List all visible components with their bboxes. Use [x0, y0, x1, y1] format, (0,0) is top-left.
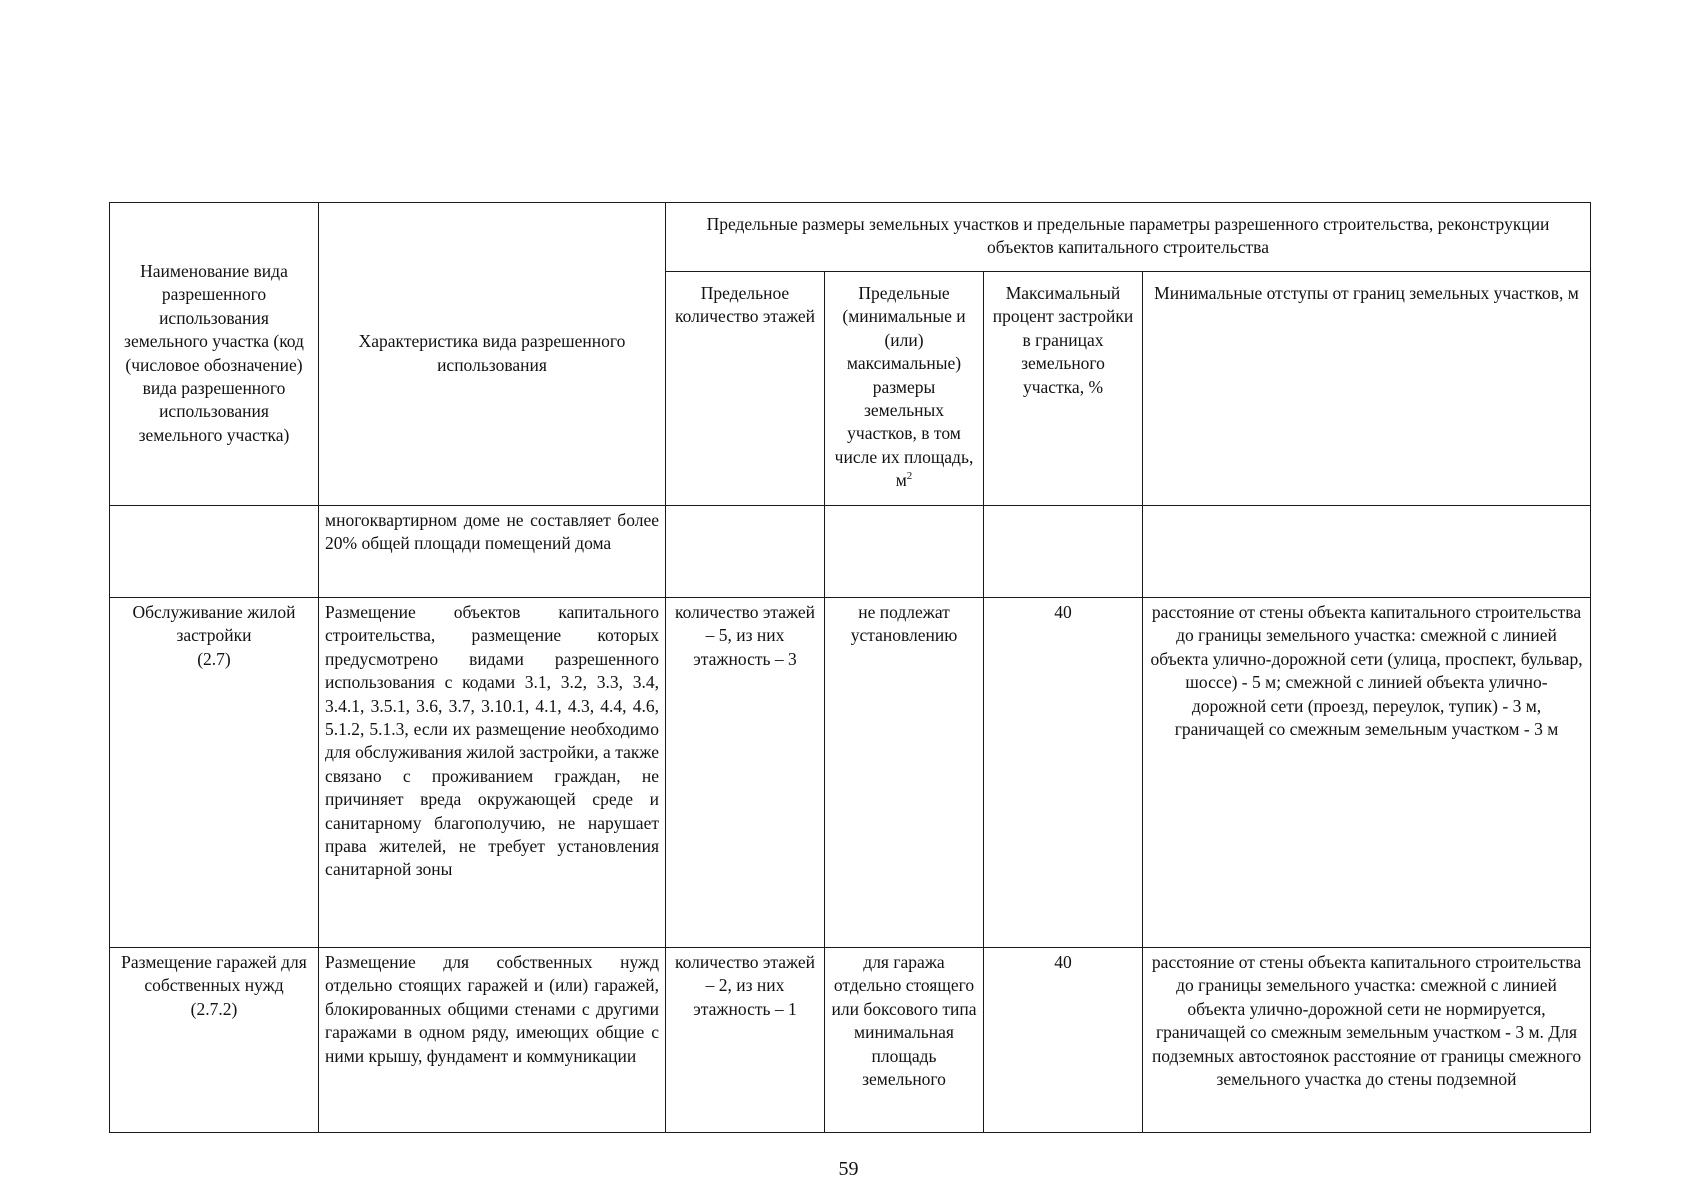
cell-build-percent: 40 [984, 598, 1143, 948]
cell-floors: количество этажей – 5, из них этажность – 3 [666, 598, 825, 948]
cell-characteristic: Размещение объектов капитального строительства, размещение которых предусмотрено видами разрешенного использования с кодами 3.1, 3.2, 3.3, 3.4, 3.4.1, 3.5.1, 3.6, 3.7, 3.10.1, 4.1, 4.3, 4.4, 4.6, 5.1.2, 5.1.3, если их размещение необходимо для обслуживания жилой застройки, а также связано с проживанием граждан, не причиняет вреда окружающей среде и санитарному благополучию, не нарушает права жителей, не требует установления санитарной зоны [319, 598, 666, 948]
cell-build-percent: 40 [984, 948, 1143, 1133]
header-limits-group: Предельные размеры земельных участков и предельные параметры разрешенного строительства, реконструкции объектов капитального строительства [666, 203, 1591, 272]
header-plot-size-text: Предельные (минимальные и (или) максимальные) размеры земельных участков, в том числе их площадь, м [834, 283, 974, 491]
cell-use-name [110, 598, 319, 948]
cell-plot-size: не подлежат установлению [825, 598, 984, 948]
header-plot-size-superscript: 2 [906, 470, 913, 483]
table-row [110, 506, 1591, 598]
table-row [110, 598, 1591, 948]
header-row-1 [110, 203, 1591, 272]
use-code: (2.7) [197, 648, 231, 669]
use-code: (2.7.2) [190, 998, 238, 1019]
cell-setbacks: расстояние от стены объекта капитального строительства до границы земельного участка: смежной с линией объекта улично-дорожной сети не нормируется, граничащей со смежным земельным участком - 3 м. Для подземных автостоянок расстояние от границы смежного земельного участка до стены подземной [1143, 948, 1591, 1133]
cell-use-name [110, 506, 319, 598]
cell-plot-size: для гаража отдельно стоящего или боксового типа минимальная площадь земельного [825, 948, 984, 1133]
page-number: 59 [838, 1158, 859, 1180]
use-name-text: Размещение гаражей для собственных нужд [121, 952, 307, 996]
cell-floors: количество этажей – 2, из них этажность – 1 [666, 948, 825, 1133]
table-row [110, 948, 1591, 1133]
header-setbacks: Минимальные отступы от границ земельных участков, м [1143, 272, 1591, 506]
cell-setbacks [1143, 506, 1591, 598]
cell-setbacks: расстояние от стены объекта капитального строительства до границы земельного участка: смежной с линией объекта улично-дорожной сети (улица, проспект, бульвар, шоссе) - 5 м; смежной с линией объекта улично-дорожной сети (проезд, переулок, тупик) - 3 м, граничащей со смежным земельным участком - 3 м [1143, 598, 1591, 948]
cell-characteristic: многоквартирном доме не составляет более 20% общей площади помещений дома [319, 506, 666, 598]
land-use-regulations-table [109, 202, 1591, 1133]
header-use-name: Наименование вида разрешенного использования земельного участка (код (числовое обозначение) вида разрешенного использования земельного участка) [110, 203, 319, 506]
cell-plot-size [825, 506, 984, 598]
header-characteristic: Характеристика вида разрешенного использования [319, 203, 666, 506]
cell-use-name [110, 948, 319, 1133]
header-plot-size [825, 272, 984, 506]
cell-characteristic: Размещение для собственных нужд отдельно стоящих гаражей и (или) гаражей, блокированных общими стенами с другими гаражами в одном ряду, имеющих общие с ними крышу, фундамент и коммуникации [319, 948, 666, 1133]
header-floors: Предельное количество этажей [666, 272, 825, 506]
header-build-percent: Максимальный процент застройки в границах земельного участка, % [984, 272, 1143, 506]
use-name-text: Обслуживание жилой застройки [132, 602, 296, 646]
cell-build-percent [984, 506, 1143, 598]
cell-floors [666, 506, 825, 598]
